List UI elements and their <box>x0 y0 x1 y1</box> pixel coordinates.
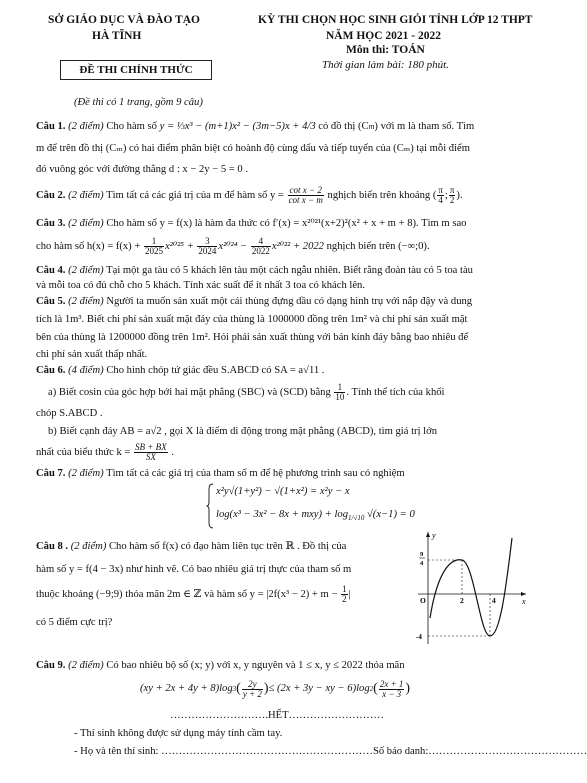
q3-line1: Câu 3. (2 điểm) Cho hàm số y = f(x) là hàm đa thức có f′(x) = x²⁰²¹(x+2)²(x² + x + m + 8). Tìm m sao <box>36 218 467 229</box>
graph-tick-x-2: 2 <box>460 596 464 605</box>
graph-y-label: y <box>432 531 436 540</box>
graph-tick-x-4: 4 <box>492 596 496 605</box>
graph-curve <box>430 538 512 636</box>
exam-title: KỲ THI CHỌN HỌC SINH GIỎI TỈNH LỚP 12 THPT <box>258 14 533 26</box>
footer-note-calculator: - Thí sinh không được sử dụng máy tính cầm tay. <box>74 728 283 739</box>
graph-x-label: x <box>522 597 526 606</box>
q5-line1: Câu 5. (2 điểm) Người ta muốn sản xuất một cái thùng đựng dầu có dạng hình trụ với nắp đậy và dung <box>36 296 473 307</box>
q8-line2: hàm số y = f(4 − 3x) như hình vẽ. Có bao nhiêu giá trị thực của tham số m <box>36 564 352 575</box>
graph-tick-y-top-den: 4 <box>420 560 424 567</box>
q1-line3: đó vuông góc với đường thẳng d : x − 2y − 5 = 0 . <box>36 164 249 175</box>
q8-line4: có 5 điểm cực trị? <box>36 617 113 628</box>
q3-line2: cho hàm số h(x) = f(x) + $\frac{1}{2025}$ x²⁰²⁵ + $\frac{3}{2024}$ x²⁰²⁴ − $\frac{4}{2022}$ x²⁰²² + 2022 nghịch biến trên (−∞;0). <box>36 236 430 256</box>
q1-line1: Câu 1. (2 điểm) Cho hàm số y = ⅓x³ − (m+1)x² − (3m−5)x + 4/3 có đồ thị (Cm) với m là tham số. Tìm <box>36 121 475 132</box>
q4-line1: Câu 4. (2 điểm) Tại một ga tàu có 5 khách lên tàu một cách ngẫu nhiên. Biết rằng đoàn tàu có 5 toa tàu <box>36 265 473 276</box>
department-name: SỞ GIÁO DỤC VÀ ĐÀO TẠO <box>48 14 200 26</box>
time-allowed: Thời gian làm bài: 180 phút. <box>322 59 449 71</box>
q8-line3: thuộc khoảng (−9;9) thỏa mãn 2m ∈ ℤ và hàm số y = |2f(x³ − 2) + m − $\frac{1}{2}$ | <box>36 584 351 604</box>
province-name: HÀ TĨNH <box>92 30 142 42</box>
q8-line1: Câu 8 . (2 điểm) Cho hàm số f(x) có đạo hàm liên tục trên ℝ . Đồ thị của <box>36 541 347 552</box>
graph-tick-y-bottom: -4 <box>416 633 422 641</box>
q6-part-b: b) Biết cạnh đáy AB = a√2 , gọi X là điểm di động trong mặt phẳng (ABCD), tìm giá trị lớn <box>48 426 437 437</box>
q4-line2: và mỗi toa có đủ chỗ cho 5 khách. Tính xác suất để ít nhất 3 toa có khách lên. <box>36 280 365 291</box>
q6-part-a: a) Biết cosin của góc hợp bởi hai mặt phẳng (SBC) và (SCD) bằng $\frac{1}{10}$ . Tính thể tích của khối <box>48 382 445 402</box>
q7-line1: Câu 7. (2 điểm) Tìm tất cả các giá trị của tham số m để hệ phương trình sau có nghiệm <box>36 468 405 479</box>
q8-function-graph <box>414 528 530 646</box>
q6-part-a-cont: chóp S.ABCD . <box>36 408 103 419</box>
q1-line2: m để trên đồ thị (Cₘ) có hai điểm phân biệt có hoành độ cùng dấu và tiếp tuyến của (Cₘ) tại mỗi điểm <box>36 143 470 154</box>
q9-inequality: (xy + 2x + 4y + 8)log 3 ( $\frac{2y}{y + 2}$ ) ≤ (2x + 3y − xy − 6)log 2 ( $\frac{2x + 1}{x - 3}$ ) <box>140 678 411 699</box>
q2-line1: Câu 2. (2 điểm) Tìm tất cả các giá trị của m để hàm số y = $\frac{\text{cot x − 2}}{\text{cot x − m}}$ nghịch biến trên khoảng ( $\frac{\pi}{4}$ ; $\frac{\pi}{2}$ ). <box>36 185 463 205</box>
official-exam-label: ĐỀ THI CHÍNH THỨC <box>60 60 212 80</box>
graph-tick-y-top-num: 9 <box>420 551 424 558</box>
q9-line1: Câu 9. (2 điểm) Có bao nhiêu bộ số (x; y) với x, y nguyên và 1 ≤ x, y ≤ 2022 thỏa mãn <box>36 660 405 671</box>
end-marker: ……………………….HẾT……………………… <box>170 710 384 721</box>
q2-function-fraction: $\frac{\text{cot x − 2}}{\text{cot x − m}}$ <box>288 185 323 205</box>
system-brace <box>206 483 214 529</box>
q6-part-b-cont: nhất của biểu thức k = $\frac{SB + BX}{SX}$ . <box>36 442 174 462</box>
q7-equation-1: x²y√(1+y²) − √(1+x²) = x²y − x <box>216 486 350 497</box>
q7-equation-2: $\log(x^3 - 3x^2 - 8x + mxy) + \log_{1/√10} √(x-1) = 0$ <box>216 509 415 523</box>
q5-line2: tích là 1m³. Biết chi phí sản xuất mặt đáy của thùng là 1000000 đồng trên 1m² và chi phí sản xuất mặt <box>36 314 468 325</box>
school-year: NĂM HỌC 2021 - 2022 <box>326 30 441 42</box>
exam-note: (Đề thi có 1 trang, gồm 9 câu) <box>74 97 203 108</box>
footer-candidate-info: - Họ và tên thí sinh: ……………………………………………………Số báo danh:……………………………………… <box>74 746 587 757</box>
q6-line1: Câu 6. (4 điểm) Cho hình chóp tứ giác đều S.ABCD có SA = a√11 . <box>36 365 325 376</box>
graph-origin: O <box>420 596 426 605</box>
q5-line4: chi phí sản xuất thấp nhất. <box>36 349 148 360</box>
q5-line3: bên của thùng là 1200000 đồng trên 1m². Hỏi phải sản xuất thùng với bán kính đáy bằng bao nhiêu để <box>36 332 469 343</box>
subject: Môn thi: TOÁN <box>346 44 425 56</box>
